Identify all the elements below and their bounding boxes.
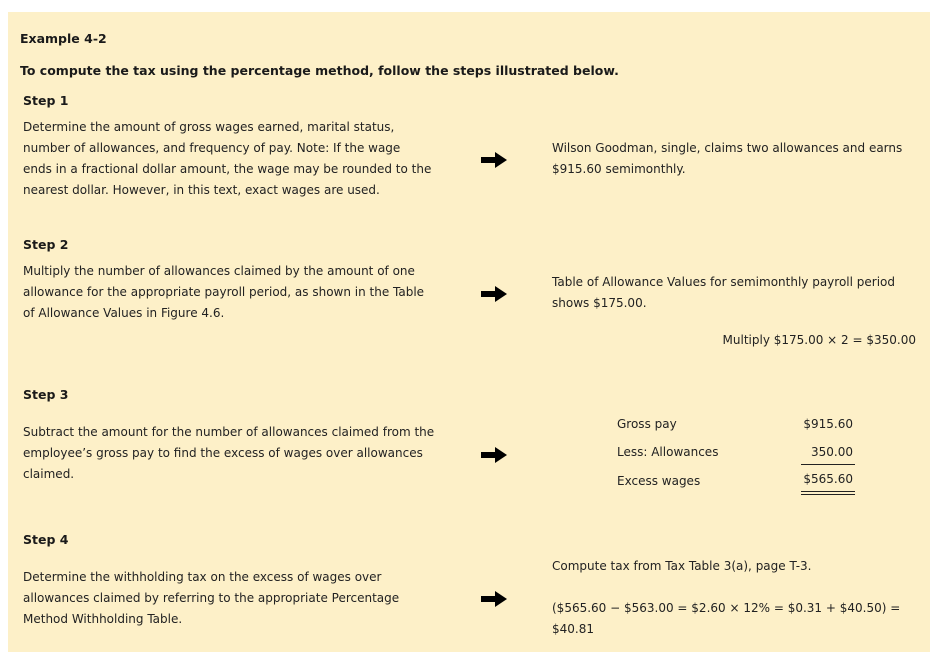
arrow-right-icon bbox=[481, 447, 507, 463]
arrow-right-icon bbox=[481, 591, 507, 607]
intro-text: To compute the tax using the percentage method, follow the steps illustrated below. bbox=[20, 63, 619, 78]
allowances-label: Less: Allowances bbox=[617, 445, 719, 459]
text-line: claimed. bbox=[23, 467, 75, 481]
text-line: employee’s gross pay to find the excess of wages over allowances bbox=[23, 446, 423, 460]
text-line: ends in a fractional dollar amount, the wage may be rounded to the bbox=[23, 162, 432, 176]
step-1-result bbox=[552, 138, 902, 180]
text-line: Multiply the number of allowances claimed by the amount of one bbox=[23, 264, 415, 278]
text-line: number of allowances, and frequency of pay. Note: If the wage bbox=[23, 141, 401, 155]
text-line: shows $175.00. bbox=[552, 296, 647, 310]
text-line: ($565.60 − $563.00 = $2.60 × 12% = $0.31 + $40.50) = bbox=[552, 601, 901, 615]
gross-pay-label: Gross pay bbox=[617, 417, 677, 431]
total-double-rule-bottom bbox=[801, 494, 855, 495]
excess-wages-value: $565.60 bbox=[803, 472, 853, 486]
text-line: Table of Allowance Values for semimonthly payroll period bbox=[552, 275, 895, 289]
allowances-value: 350.00 bbox=[811, 445, 853, 459]
text-line: Subtract the amount for the number of allowances claimed from the bbox=[23, 425, 435, 439]
text-line: Determine the withholding tax on the excess of wages over bbox=[23, 570, 382, 584]
step-4-description bbox=[23, 567, 399, 630]
text-line: Wilson Goodman, single, claims two allowances and earns bbox=[552, 141, 903, 155]
excess-wages-label: Excess wages bbox=[617, 474, 701, 488]
text-line: nearest dollar. However, in this text, exact wages are used. bbox=[23, 183, 380, 197]
text-line: $40.81 bbox=[552, 622, 594, 636]
step-1-label: Step 1 bbox=[23, 93, 69, 108]
gross-pay-value: $915.60 bbox=[803, 417, 853, 431]
step-2-description bbox=[23, 261, 424, 324]
example-title: Example 4-2 bbox=[20, 31, 107, 46]
text-line: allowances claimed by referring to the appropriate Percentage bbox=[23, 591, 400, 605]
step-2-result bbox=[552, 272, 895, 314]
step-3-label: Step 3 bbox=[23, 387, 69, 402]
text-line: $915.60 semimonthly. bbox=[552, 162, 686, 176]
step-1-description bbox=[23, 117, 431, 201]
step-2-label: Step 2 bbox=[23, 237, 69, 252]
step-3-description bbox=[23, 422, 434, 485]
arrow-right-icon bbox=[481, 152, 507, 168]
text-line: of Allowance Values in Figure 4.6. bbox=[23, 306, 225, 320]
step-4-label: Step 4 bbox=[23, 532, 69, 547]
text-line: allowance for the appropriate payroll period, as shown in the Table bbox=[23, 285, 425, 299]
step-4-result: Compute tax from Tax Table 3(a), page T-3. bbox=[552, 559, 812, 573]
subtotal-rule bbox=[801, 464, 855, 465]
arrow-right-icon bbox=[481, 286, 507, 302]
step-4-calculation bbox=[552, 598, 900, 640]
step-2-calculation: Multiply $175.00 × 2 = $350.00 bbox=[722, 333, 916, 347]
text-line: Method Withholding Table. bbox=[23, 612, 183, 626]
total-double-rule-top bbox=[801, 491, 855, 492]
text-line: Determine the amount of gross wages earned, marital status, bbox=[23, 120, 395, 134]
